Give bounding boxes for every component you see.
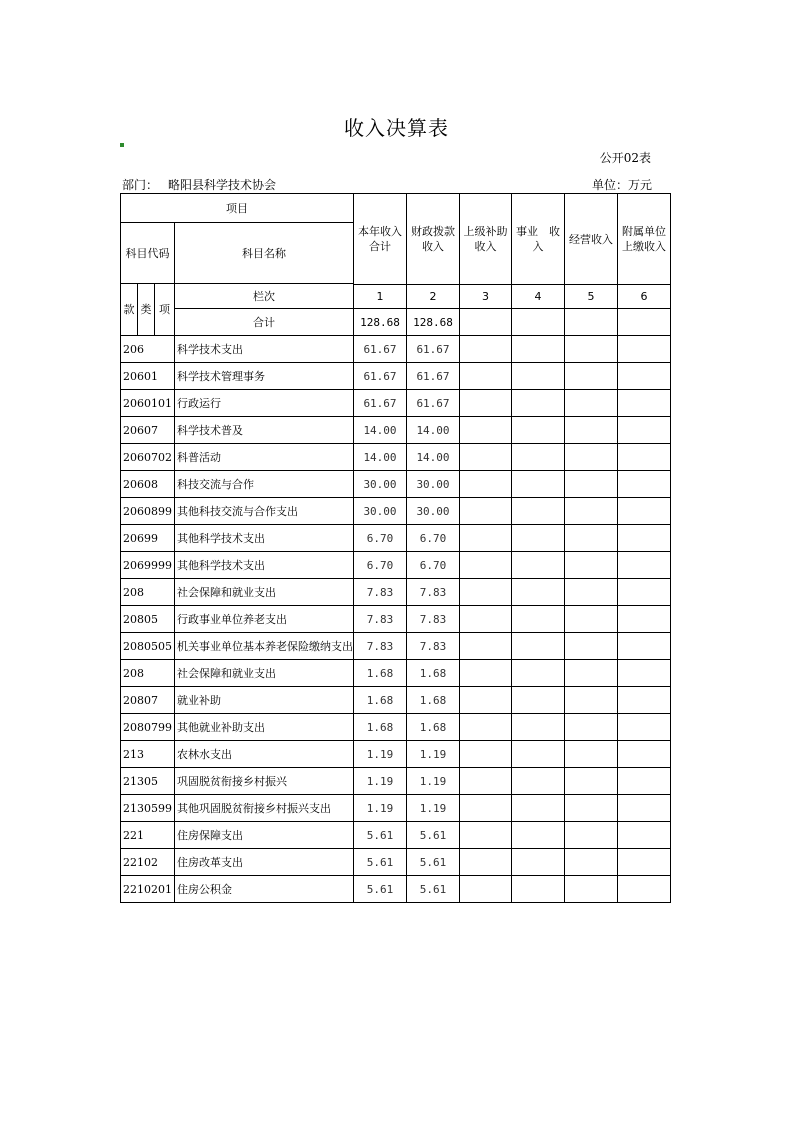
row-col3 [460,876,512,903]
row-col4 [512,525,565,552]
row-code: 20805 [121,606,175,633]
table-row [121,471,671,498]
row-fiscal-income: 14.00 [407,444,460,471]
row-fiscal-income: 6.70 [407,525,460,552]
row-col4 [512,606,565,633]
table-row [121,741,671,768]
row-total-income: 7.83 [354,579,407,606]
row-col4 [512,768,565,795]
row-col5 [565,336,618,363]
row-code: 2080505 [121,633,175,660]
header-name: 科目名称 [175,223,354,284]
row-col4 [512,552,565,579]
row-col6 [618,687,671,714]
row-fiscal-income: 61.67 [407,363,460,390]
row-col4 [512,741,565,768]
row-col4 [512,444,565,471]
row-col3 [460,741,512,768]
table-row [121,498,671,525]
row-col5 [565,795,618,822]
row-code: 2130599 [121,795,175,822]
total-col1: 128.68 [354,309,407,336]
total-label: 合计 [175,309,354,336]
table-row [121,633,671,660]
table-row [121,849,671,876]
row-col6 [618,714,671,741]
row-col6 [618,390,671,417]
row-name: 科学技术管理事务 [175,363,354,390]
header-col2: 财政拨款收入 [407,194,460,285]
row-fiscal-income: 1.68 [407,714,460,741]
row-name: 住房公积金 [175,876,354,903]
row-col6 [618,471,671,498]
row-col3 [460,579,512,606]
table-row [121,444,671,471]
header-col5: 经营收入 [565,194,618,285]
header-col6: 附属单位上缴收入 [618,194,671,285]
table-row [121,768,671,795]
row-total-income: 1.68 [354,687,407,714]
table-row [121,687,671,714]
row-fiscal-income: 1.19 [407,795,460,822]
row-col5 [565,660,618,687]
unit-label: 单位：万元 [591,178,652,192]
row-col6 [618,606,671,633]
row-col5 [565,498,618,525]
row-fiscal-income: 1.19 [407,741,460,768]
row-col3 [460,633,512,660]
row-col5 [565,714,618,741]
row-col4 [512,633,565,660]
row-total-income: 1.19 [354,741,407,768]
col-number-2: 2 [407,285,460,309]
row-col3 [460,768,512,795]
row-name: 科技交流与合作 [175,471,354,498]
row-col5 [565,849,618,876]
row-code: 2060702 [121,444,175,471]
header-kuan: 款 [121,284,138,336]
row-name: 农林水支出 [175,741,354,768]
row-fiscal-income: 1.68 [407,660,460,687]
table-row [121,822,671,849]
header-lei: 类 [138,284,155,336]
row-col5 [565,471,618,498]
table-row [121,795,671,822]
row-code: 20601 [121,363,175,390]
header-col4: 事业 收入 [512,194,565,285]
row-col5 [565,822,618,849]
row-fiscal-income: 30.00 [407,498,460,525]
row-code: 20807 [121,687,175,714]
row-col6 [618,498,671,525]
row-col5 [565,390,618,417]
row-total-income: 5.61 [354,822,407,849]
table-row [121,336,671,363]
row-col3 [460,498,512,525]
row-total-income: 5.61 [354,849,407,876]
row-total-income: 14.00 [354,417,407,444]
row-name: 其他巩固脱贫衔接乡村振兴支出 [175,795,354,822]
corner-mark [120,143,124,147]
row-col3 [460,795,512,822]
row-fiscal-income: 5.61 [407,876,460,903]
total-col2: 128.68 [407,309,460,336]
row-col5 [565,363,618,390]
row-code: 208 [121,579,175,606]
row-code: 22102 [121,849,175,876]
row-col3 [460,606,512,633]
department-name: 略阳县科学技术协会 [168,178,277,192]
row-code: 20608 [121,471,175,498]
row-col6 [618,336,671,363]
header-lanci: 栏次 [175,285,354,309]
row-col4 [512,336,565,363]
row-col4 [512,363,565,390]
row-fiscal-income: 30.00 [407,471,460,498]
row-col4 [512,849,565,876]
row-col5 [565,417,618,444]
row-col6 [618,417,671,444]
table-row [121,660,671,687]
row-code: 2069999 [121,552,175,579]
row-col3 [460,525,512,552]
row-col6 [618,822,671,849]
table-row [121,390,671,417]
row-name: 机关事业单位基本养老保险缴纳支出 [175,633,354,660]
table-row [121,552,671,579]
row-code: 2210201 [121,876,175,903]
row-code: 221 [121,822,175,849]
row-fiscal-income: 7.83 [407,633,460,660]
row-col6 [618,552,671,579]
row-col3 [460,390,512,417]
row-total-income: 30.00 [354,498,407,525]
row-name: 社会保障和就业支出 [175,579,354,606]
row-total-income: 14.00 [354,444,407,471]
row-total-income: 1.68 [354,660,407,687]
row-col6 [618,849,671,876]
header-col3: 上级补助收入 [460,194,512,285]
row-col6 [618,525,671,552]
row-name: 科普活动 [175,444,354,471]
row-fiscal-income: 6.70 [407,552,460,579]
table-row [121,606,671,633]
row-fiscal-income: 1.19 [407,768,460,795]
row-col5 [565,768,618,795]
row-col5 [565,876,618,903]
row-col5 [565,525,618,552]
row-col4 [512,687,565,714]
row-name: 科学技术支出 [175,336,354,363]
row-col3 [460,552,512,579]
row-fiscal-income: 5.61 [407,822,460,849]
row-code: 206 [121,336,175,363]
row-col6 [618,579,671,606]
table-row [121,876,671,903]
row-col5 [565,687,618,714]
col-number-1: 1 [354,285,407,309]
row-col5 [565,633,618,660]
row-code: 208 [121,660,175,687]
row-name: 就业补助 [175,687,354,714]
row-total-income: 7.83 [354,606,407,633]
table-row [121,714,671,741]
col-number-3: 3 [460,285,512,309]
row-col4 [512,714,565,741]
row-name: 其他科学技术支出 [175,552,354,579]
row-col5 [565,444,618,471]
table-row [121,525,671,552]
col-number-6: 6 [618,285,671,309]
row-col4 [512,795,565,822]
row-fiscal-income: 7.83 [407,606,460,633]
row-col3 [460,471,512,498]
row-name: 行政事业单位养老支出 [175,606,354,633]
row-col4 [512,498,565,525]
row-col4 [512,471,565,498]
header-xiang: 项 [155,284,175,336]
row-fiscal-income: 14.00 [407,417,460,444]
row-col3 [460,417,512,444]
row-code: 2060101 [121,390,175,417]
row-name: 行政运行 [175,390,354,417]
header-col1: 本年收入合计 [354,194,407,285]
row-total-income: 1.19 [354,795,407,822]
row-col6 [618,444,671,471]
row-total-income: 61.67 [354,390,407,417]
department-label: 部门： [122,178,159,192]
row-col6 [618,741,671,768]
row-col6 [618,633,671,660]
form-number: 公开02表 [599,151,651,165]
row-col5 [565,579,618,606]
row-col3 [460,849,512,876]
row-col3 [460,687,512,714]
row-col4 [512,822,565,849]
row-name: 社会保障和就业支出 [175,660,354,687]
row-total-income: 1.19 [354,768,407,795]
row-col4 [512,390,565,417]
row-name: 其他科技交流与合作支出 [175,498,354,525]
row-fiscal-income: 7.83 [407,579,460,606]
col-number-4: 4 [512,285,565,309]
row-code: 213 [121,741,175,768]
table-row [121,579,671,606]
row-name: 科学技术普及 [175,417,354,444]
row-name: 住房保障支出 [175,822,354,849]
row-col5 [565,741,618,768]
row-total-income: 61.67 [354,336,407,363]
row-col3 [460,363,512,390]
page-title: 收入决算表 [344,116,449,140]
row-code: 21305 [121,768,175,795]
row-name: 其他科学技术支出 [175,525,354,552]
row-col3 [460,822,512,849]
row-total-income: 5.61 [354,876,407,903]
header-code: 科目代码 [121,223,175,284]
row-code: 20607 [121,417,175,444]
row-code: 2080799 [121,714,175,741]
row-col3 [460,714,512,741]
header-project: 项目 [121,194,354,223]
row-fiscal-income: 61.67 [407,336,460,363]
income-table [120,193,671,903]
row-col6 [618,768,671,795]
row-fiscal-income: 5.61 [407,849,460,876]
table-row [121,417,671,444]
row-total-income: 1.68 [354,714,407,741]
row-name: 巩固脱贫衔接乡村振兴 [175,768,354,795]
row-col6 [618,660,671,687]
row-col3 [460,444,512,471]
row-col4 [512,660,565,687]
row-col3 [460,336,512,363]
row-col5 [565,606,618,633]
row-name: 其他就业补助支出 [175,714,354,741]
row-col4 [512,876,565,903]
row-total-income: 7.83 [354,633,407,660]
row-col5 [565,552,618,579]
row-total-income: 61.67 [354,363,407,390]
row-code: 2060899 [121,498,175,525]
row-total-income: 30.00 [354,471,407,498]
department-line [122,176,276,193]
row-total-income: 6.70 [354,525,407,552]
col-number-5: 5 [565,285,618,309]
row-total-income: 6.70 [354,552,407,579]
row-col6 [618,795,671,822]
row-col4 [512,417,565,444]
row-col6 [618,363,671,390]
row-col4 [512,579,565,606]
row-col3 [460,660,512,687]
table-row [121,363,671,390]
row-fiscal-income: 61.67 [407,390,460,417]
row-col6 [618,876,671,903]
row-name: 住房改革支出 [175,849,354,876]
row-code: 20699 [121,525,175,552]
row-fiscal-income: 1.68 [407,687,460,714]
